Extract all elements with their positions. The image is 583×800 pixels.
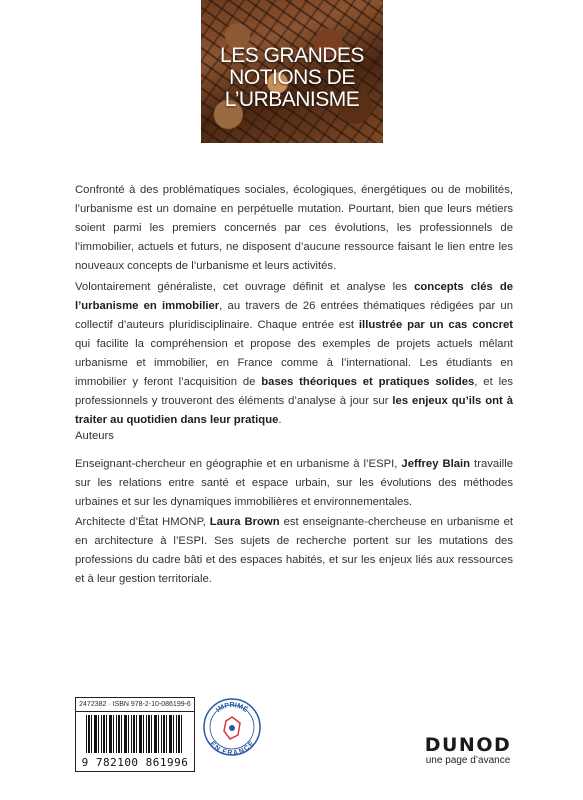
publisher-tagline: une page d’avance <box>425 755 511 766</box>
publisher-logo <box>418 735 518 767</box>
text-run: Architecte d’État HMONP, <box>75 516 210 528</box>
text-run: , et les professionnels y trouveront des éléments d’analyse à jour sur <box>75 376 514 407</box>
author-bio-2 <box>75 513 513 589</box>
authors-bios <box>75 455 513 589</box>
barcode-bars <box>86 715 184 753</box>
barcode <box>75 697 195 772</box>
barcode-number: 9 782100 861996 <box>81 756 189 769</box>
text-run: travaille sur les relations entre santé et espace urbain, sur les évolutions des méthodes urbaines et sur les dynamiques immobilières et environnementales. <box>75 458 513 508</box>
bold-phrase: illustrée par un cas concret <box>358 319 514 331</box>
description-paragraph-1: Confronté à des problématiques sociales, écologiques, énergétiques ou de mobilités, l’urbanisme est un domaine en perpétuelle mutation. Pourtant, bien que leurs métiers soient parmi les premiers concernés par ces évolutions, les professionnels de l’immobilier, actuels et futurs, ne disposent d’aucune ressource faisant le lien entre les nouveaux concepts de l’urbanisme et leurs activités. <box>75 184 513 272</box>
bold-phrase: concepts clés de l’urbanisme en immobilier <box>75 281 513 312</box>
stamp-top-text: IMPRIMÉ <box>215 702 249 714</box>
text-run: qui facilite la compréhension et propose des exemples de projets actuels mêlant urbanisme et immobilier, en France comme à l’international. Les étudiants en immobilier y feront l’acquisition de <box>75 338 513 388</box>
bold-phrase: les enjeux qu’ils ont à traiter au quotidien dans leur pratique <box>75 395 513 426</box>
cover-title-line: L’URBANISME <box>224 88 360 111</box>
text-run: Enseignant-chercheur en géographie et en urbanisme à l’ESPI, <box>75 458 402 470</box>
text-run: , au travers de 26 entrées thématiques rédigées par un collectif d’auteurs pluridisciplinaire. Chaque entrée est <box>75 300 513 331</box>
isbn-text: 2472382 · ISBN 978-2-10-086199-6 <box>76 698 194 712</box>
authors-heading: Auteurs <box>75 430 114 442</box>
cover-title <box>201 45 383 111</box>
printed-in-france-stamp <box>202 697 262 757</box>
publisher-name: DUNOD <box>424 734 512 756</box>
text-run: . <box>278 414 282 426</box>
text-run: est enseignante-chercheuse en urbanisme et en architecture à l’ESPI. Ses sujets de recherche portent sur les mutations des professions du cadre bâti et des espaces habités, et sur les enjeux liés aux ressources et à leur gestion territoriale. <box>75 516 513 585</box>
cover-image <box>201 0 383 143</box>
bold-phrase: Laura Brown <box>209 516 280 528</box>
text-run: Volontairement généraliste, cet ouvrage définit et analyse les <box>75 281 415 293</box>
stamp-bottom-text: EN FRANCE <box>208 740 256 757</box>
cover-title-line: NOTIONS DE <box>229 66 355 89</box>
france-dot-icon <box>229 725 235 731</box>
bold-phrase: Jeffrey Blain <box>401 458 471 470</box>
description-paragraph-2 <box>75 278 513 430</box>
description <box>75 181 513 430</box>
bold-phrase: bases théoriques et pratiques solides <box>261 376 475 388</box>
author-bio-1 <box>75 455 513 512</box>
cover-title-line: LES GRANDES <box>220 44 364 67</box>
